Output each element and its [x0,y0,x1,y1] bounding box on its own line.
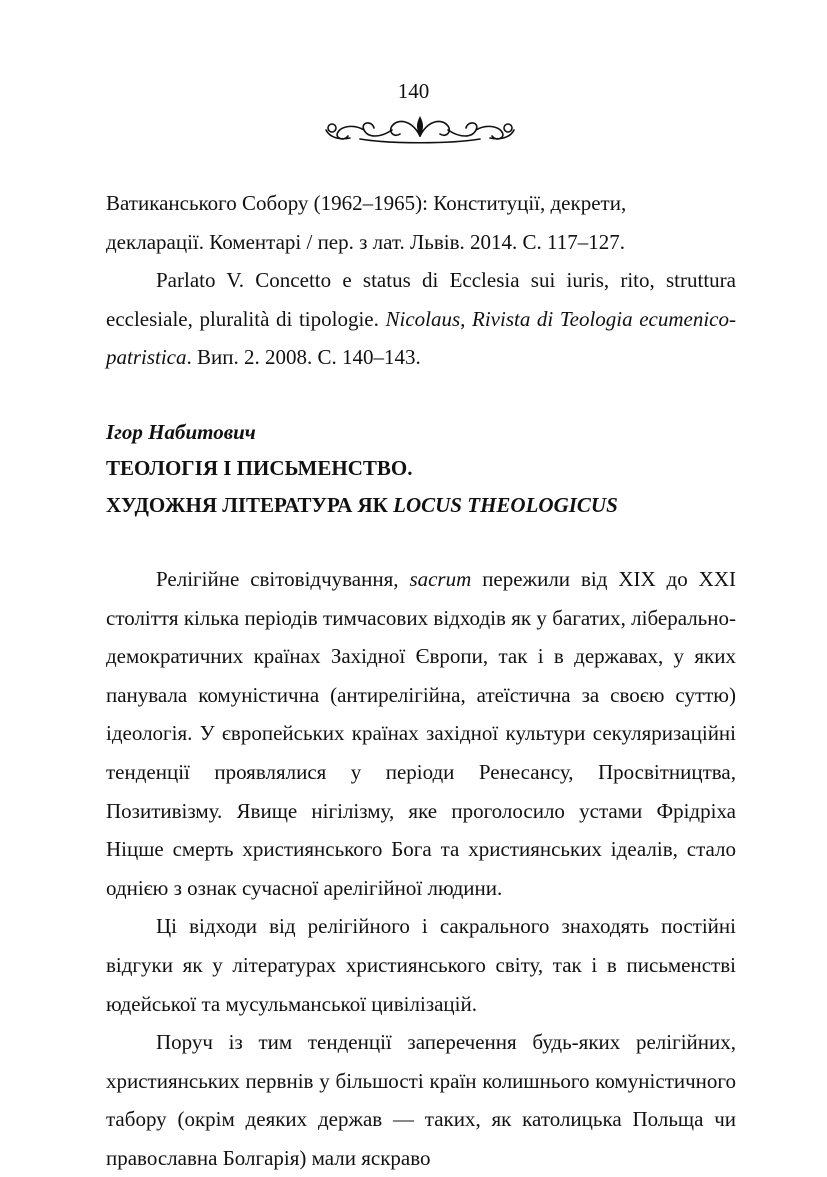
body-paragraph: Поруч із тим тенденції заперечення будь-яких релігійних, християнських первнів у більшості країн колишнього комуністичного табору (окрім деяких держав — таких, як католицька Польща чи православна Болгарія) мали яскраво [106,1030,736,1170]
reference-details: . Вип. 2. 2008. С. 140–143. [186,345,421,370]
article-author: Ігор Набитович [106,419,256,444]
reference-journal: Nicolaus, Rivista di Teologia ecumenico-patristica [106,306,736,370]
paragraph-text: пережили від XIX до XXI століття кілька періодів тимчасових відходів як у багатих, ліберально-демократичних країнах Західної Європи, так і в державах, у яких панувала комуністична (антирелігійна, атеїстична за своєю суттю) ідеологія. У європейських країнах західної культури секуляризаційні тенденції проявлялися у періоди Ренесансу, Просвітництва, Позитивізму. Явище нігілізму, яке проголосило устами Фрідріха Ніцше смерть християнського Бога та християнських ідеалів, стало однією з ознак сучасної арелігійної людини. [106,566,736,900]
reference-entry [106,261,736,377]
reference-text: Parlato V. Concetto e status di Ecclesia sui iuris, rito, struttura ecclesiale, pluralità di tipologie. [106,268,736,331]
reference-continuation-line: декларації. Коментарі / пер. з лат. Львів. 2014. С. 117–127. [106,229,625,254]
body-paragraph [106,560,736,907]
article-title-line-1: ТЕОЛОГІЯ І ПИСЬМЕНСТВО. [106,455,413,480]
paragraph-text: Релігійне світовідчування, [156,566,410,591]
reference-continuation-line: Ватиканського Собору (1962–1965): Конституції, декрети, [106,191,627,215]
page-content [106,184,736,1177]
paragraph-italic-term: sacrum [409,566,472,591]
ornament-divider-icon [320,108,520,148]
article-title-line-2 [106,487,736,524]
title-italic-text: LOCUS THEOLOGICUS [393,492,618,517]
title-text: ХУДОЖНЯ ЛІТЕРАТУРА ЯК [106,492,394,517]
body-paragraph: Ці відходи від релігійного і сакрального знаходять постійні відгуки як у літературах християнського світу, так і в письменстві юдейської та мусульманської цивілізацій. [106,914,736,1016]
page-number: 140 [397,79,430,103]
